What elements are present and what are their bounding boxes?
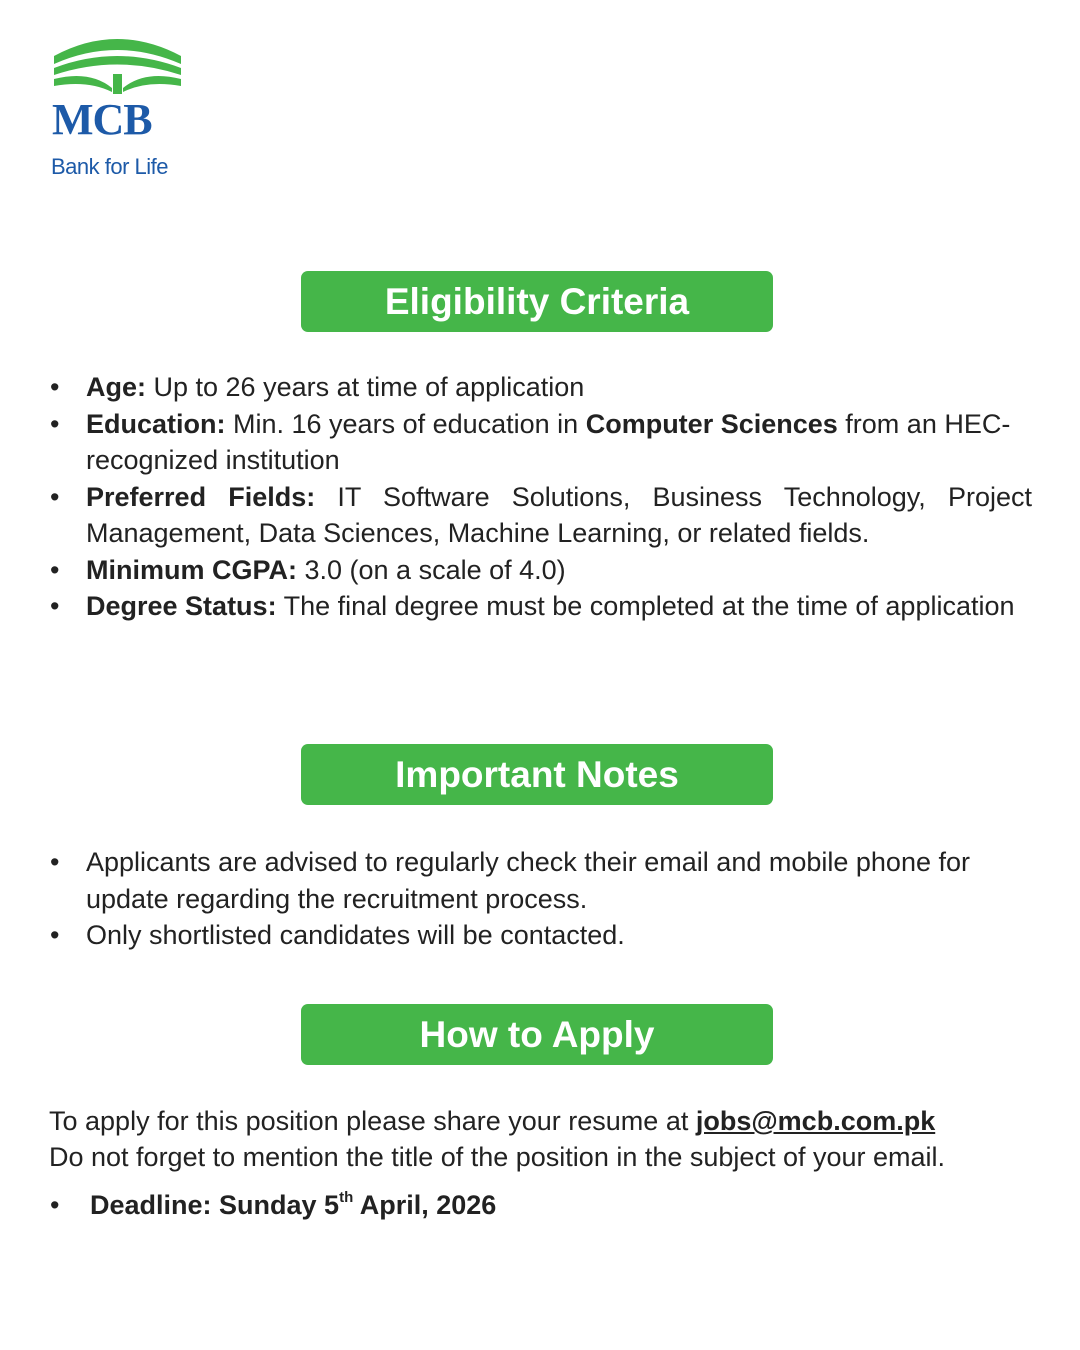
note-text: Applicants are advised to regularly check their email and mobile phone for update regarding the recruitment process. [86, 847, 970, 914]
item-label: Degree Status: [86, 591, 277, 621]
list-item-note [50, 917, 1032, 954]
item-text: The final degree must be completed at the time of application [276, 591, 1015, 621]
email-link[interactable]: jobs@mcb.com.pk [695, 1106, 936, 1136]
note-text: Only shortlisted candidates will be contacted. [86, 920, 625, 950]
deadline-suffix: April, 2026 [353, 1190, 497, 1220]
item-text: IT Software Solutions, Business Technology, Project Management, Data Sciences, Machine Learning, or related fields. [86, 481, 1032, 548]
deadline-prefix: Deadline: Sunday 5 [90, 1190, 340, 1220]
list-item-preferred-fields [50, 479, 1032, 552]
eligibility-list [50, 369, 1032, 625]
item-label: Education: [86, 408, 226, 439]
logo-wordmark: MCB [52, 95, 152, 144]
bullet: • [50, 554, 60, 585]
notes-list [50, 844, 1032, 954]
bullet: • [50, 408, 60, 439]
apply-heading: How to Apply [301, 1004, 773, 1065]
item-emphasis: Computer Sciences [585, 408, 838, 439]
apply-line-1 [49, 1103, 1039, 1140]
item-text: from an HEC-recognized institution [86, 408, 1011, 475]
item-label: Age: [86, 372, 146, 402]
item-text: 3.0 (on a scale of 4.0) [297, 554, 566, 585]
bullet: • [50, 920, 60, 950]
eligibility-heading: Eligibility Criteria [301, 271, 773, 332]
deadline-ordinal: th [339, 1189, 354, 1206]
list-item-degree-status [50, 588, 1032, 625]
item-text: Min. 16 years of education in [225, 408, 586, 439]
item-label: Preferred Fields: [86, 481, 316, 512]
apply-text: To apply for this position please share your resume at [49, 1106, 696, 1136]
deadline [50, 1190, 496, 1221]
logo-tagline: Bank for Life [51, 154, 169, 179]
list-item-education [50, 406, 1032, 479]
mcb-logo [50, 30, 190, 179]
item-text: Up to 26 years at time of application [146, 372, 585, 402]
bullet: • [50, 1190, 60, 1220]
apply-line-2: Do not forget to mention the title of the position in the subject of your email. [49, 1142, 946, 1172]
bullet: • [50, 847, 60, 877]
item-label: Minimum CGPA: [86, 554, 297, 585]
list-item-age [50, 369, 1032, 406]
mcb-arch-icon [50, 30, 185, 100]
bullet: • [50, 591, 60, 621]
list-item-note [50, 844, 1032, 917]
notes-heading: Important Notes [301, 744, 773, 805]
bullet: • [50, 372, 60, 402]
bullet: • [50, 481, 60, 512]
list-item-cgpa [50, 552, 1032, 589]
